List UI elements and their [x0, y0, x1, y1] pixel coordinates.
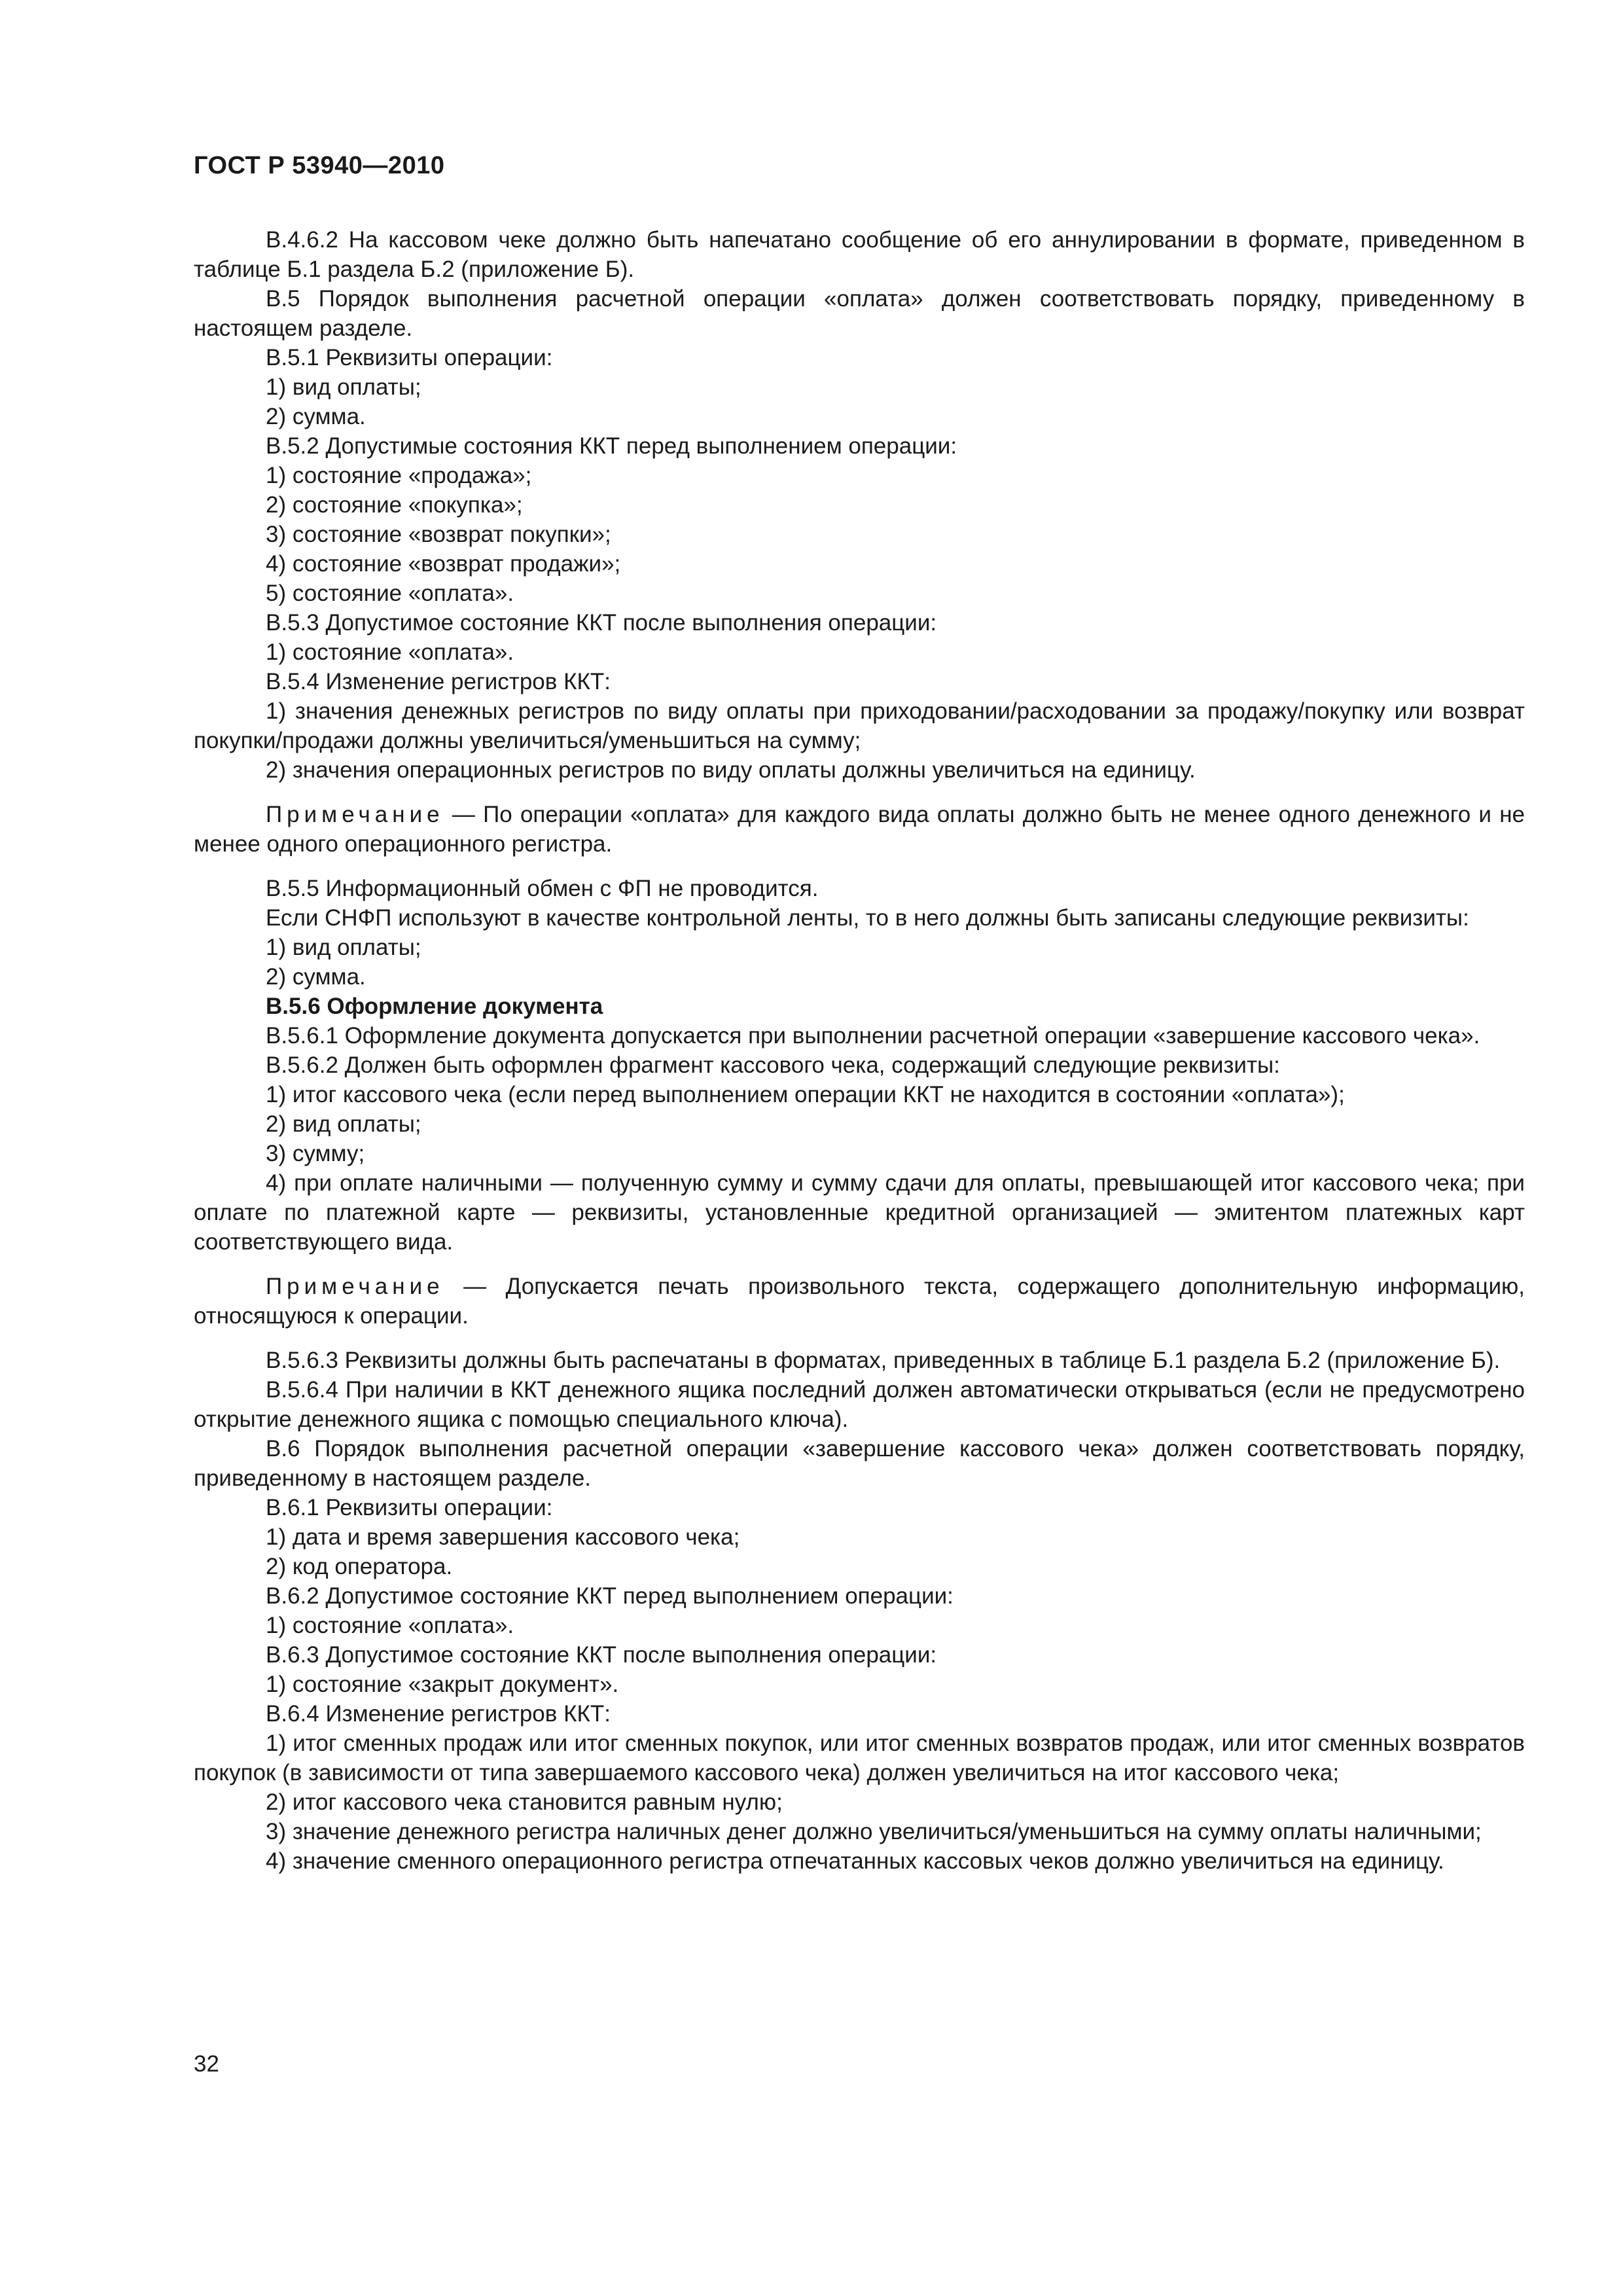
list-item: 2) вид оплаты; [266, 1111, 421, 1137]
paragraph: В.5.6.1 Оформление документа допускается при выполнении расчетной операции «завершение кассового чека». [266, 1023, 1480, 1049]
paragraph: В.6.4 Изменение регистров ККТ: [266, 1701, 611, 1727]
paragraph: В.5.3 Допустимое состояние ККТ после выполнения операции: [266, 610, 937, 636]
list-item: 1) вид оплаты; [266, 374, 421, 400]
paragraph: В.5.6.3 Реквизиты должны быть распечатаны в форматах, приведенных в таблице Б.1 раздела Б.2 (приложение Б). [266, 1348, 1501, 1373]
paragraph: В.5.4 Изменение регистров ККТ: [266, 669, 611, 694]
document-body [194, 225, 1525, 1876]
section-heading-bold: В.5.6 Оформление документа [266, 994, 603, 1019]
document-header: ГОСТ Р 53940—2010 [194, 152, 445, 179]
paragraph: В.5.6.4 При наличии в ККТ денежного ящика последний должен автоматически открываться (если не предусмотрено открытие денежного ящика с помощью специального ключа). [194, 1377, 1525, 1432]
note [194, 1272, 1525, 1331]
paragraph: Если СНФП используют в качестве контрольной ленты, то в него должны быть записаны следующие реквизиты: [266, 905, 1469, 931]
list-item: 4) состояние «возврат продажи»; [266, 551, 621, 577]
list-item: 1) дата и время завершения кассового чека; [266, 1524, 740, 1550]
note-label: Примечание [266, 1274, 444, 1299]
note [194, 800, 1525, 859]
note-label: Примечание [266, 802, 444, 827]
list-item: 3) состояние «возврат покупки»; [266, 522, 611, 547]
page-number: 32 [194, 2051, 219, 2077]
paragraph: В.5.6.2 Должен быть оформлен фрагмент кассового чека, содержащий следующие реквизиты: [266, 1052, 1280, 1078]
list-item: 1) вид оплаты; [266, 935, 421, 960]
list-item: 2) итог кассового чека становится равным нулю; [266, 1789, 783, 1815]
list-item: 4) значение сменного операционного регистра отпечатанных кассовых чеков должно увеличиться на единицу. [266, 1848, 1444, 1874]
list-item: 1) состояние «оплата». [266, 1613, 514, 1638]
list-item: 2) код оператора. [266, 1554, 453, 1579]
list-item: 3) сумму; [266, 1141, 365, 1166]
list-item: 5) состояние «оплата». [266, 581, 514, 606]
paragraph: В.5.1 Реквизиты операции: [266, 345, 553, 370]
paragraph: В.5.5 Информационный обмен с ФП не проводится. [266, 876, 819, 901]
list-item: 1) итог сменных продаж или итог сменных покупок, или итог сменных возвратов продаж, или итог сменных возвратов покупок (в зависимости от типа завершаемого кассового чека) должен увеличиться на итог кассового чека; [194, 1731, 1525, 1785]
section-heading: В.6 Порядок выполнения расчетной операции «завершение кассового чека» должен соответствовать порядку, приведенному в настоящем разделе. [194, 1436, 1525, 1491]
list-item: 4) при оплате наличными — полученную сумму и сумму сдачи для оплаты, превышающей итог кассового чека; при оплате по платежной карте — реквизиты, установленные кредитной организацией — эмитентом платежных карт соответствующего вида. [194, 1170, 1525, 1255]
list-item: 2) состояние «покупка»; [266, 492, 523, 518]
list-item: 1) состояние «оплата». [266, 639, 514, 665]
note-text: — По операции «оплата» для каждого вида оплаты должно быть не менее одного денежного и не менее одного операционного регистра. [194, 802, 1525, 857]
note-text: — Допускается печать произвольного текста, содержащего дополнительную информацию, относящуюся к операции. [194, 1274, 1525, 1329]
section-heading: В.5 Порядок выполнения расчетной операции «оплата» должен соответствовать порядку, приведенному в настоящем разделе. [194, 286, 1525, 341]
list-item: 1) итог кассового чека (если перед выполнением операции ККТ не находится в состоянии «оплата»); [266, 1082, 1345, 1107]
list-item: 3) значение денежного регистра наличных денег должно увеличиться/уменьшиться на сумму оплаты наличными; [266, 1819, 1482, 1844]
paragraph: В.6.2 Допустимое состояние ККТ перед выполнением операции: [266, 1583, 954, 1609]
list-item: 1) значения денежных регистров по виду оплаты при приходовании/расходовании за продажу/покупку или возврат покупки/продажи должны увеличиться/уменьшиться на сумму; [194, 698, 1525, 753]
list-item: 2) сумма. [266, 964, 366, 990]
list-item: 1) состояние «продажа»; [266, 463, 532, 488]
paragraph: В.6.3 Допустимое состояние ККТ после выполнения операции: [266, 1642, 937, 1668]
list-item: 2) значения операционных регистров по виду оплаты должны увеличиться на единицу. [266, 757, 1196, 783]
paragraph: В.5.2 Допустимые состояния ККТ перед выполнением операции: [266, 433, 957, 459]
list-item: 2) сумма. [266, 404, 366, 429]
paragraph: В.6.1 Реквизиты операции: [266, 1495, 553, 1520]
list-item: 1) состояние «закрыт документ». [266, 1672, 619, 1697]
paragraph: В.4.6.2 На кассовом чеке должно быть напечатано сообщение об его аннулировании в формате, приведенном в таблице Б.1 раздела Б.2 (приложение Б). [194, 227, 1525, 282]
